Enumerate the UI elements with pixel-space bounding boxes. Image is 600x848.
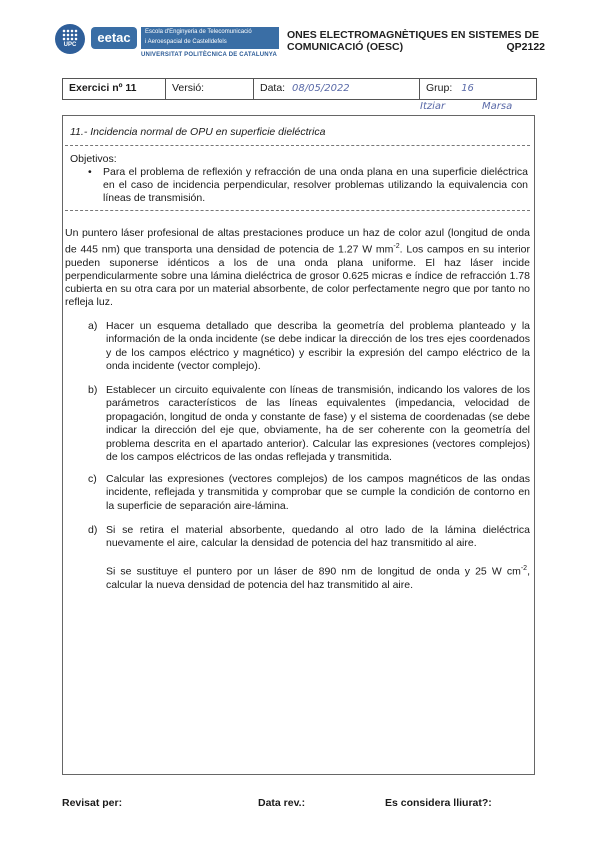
question-d: d) Si se retira el material absorbente, quedando al otro lado de la lámina dieléctrica nuevamente el aire, calcular la densidad de potencia del haz transmitido al aire. <box>88 524 530 550</box>
problem-statement: Un puntero láser profesional de altas prestaciones produce un haz de color azul (longitud de onda de 445 nm) que transporta una densidad de potencia de 1.27 W $mm^{-2}$. Los campos en su interior pueden suponerse idénticos a los de una onda plana uniforme. El haz láser incide perpendicularmente sobre una lámina dieléctrica de grosor 0.625 micras e índice de refracción 1.78 cubierta en su otra cara por un material absorbente, de color perfectamente negro que por tanto no refleja luz. <box>65 227 531 308</box>
objective-item <box>88 166 528 205</box>
page-header <box>55 24 545 66</box>
date-label: Data: <box>260 82 286 94</box>
reviewed-by-label: Revisat per: <box>62 797 123 809</box>
date-cell <box>254 79 420 99</box>
university-name: UNIVERSITAT POLITÈCNICA DE CATALUNYA <box>141 52 277 58</box>
question-d-extra: Si se sustituye el puntero por un láser de 890 nm de longitud de onda y 25 W $cm^{-2}$, calcular la nueva densidad de potencia del haz transmitido al aire. <box>106 565 530 591</box>
school-name: Escola d'Enginyeria de Telecomunicació i Aeroespacial de Castelldefels <box>141 27 279 49</box>
group-cell <box>420 79 536 99</box>
upc-logo: UPC <box>55 24 85 54</box>
exercise-number: Exercici nº 11 <box>63 79 166 99</box>
course-code: QP2122 <box>506 41 545 53</box>
course-title: ONES ELECTROMAGNÈTIQUES EN SISTEMES DE COMUNICACIÓ (OESC) <box>287 29 540 53</box>
date-value: 08/05/2022 <box>292 83 350 94</box>
version-label: Versió: <box>166 79 254 99</box>
divider <box>65 210 530 211</box>
info-table <box>62 78 537 100</box>
review-date-label: Data rev.: <box>258 797 306 809</box>
divider <box>65 145 530 146</box>
objective-text: Para el problema de reflexión y refracción de una onda plana en una superficie dieléctrica en el caso de incidencia perpendicular, resolver problemas utilizando la equivalencia con líneas de transmisión. <box>103 166 528 204</box>
eetac-logo: eetac <box>91 27 137 49</box>
group-label: Grup: <box>426 82 453 94</box>
question-c: c) Calcular las expresiones (vectores complejos) de los campos magnéticos de las ondas incidente, reflejada y transmitida y comprobar que se cumple la condición de contorno en la superficie de separación aire-lámina. <box>88 473 530 512</box>
student-name-2: Marsa <box>482 101 513 112</box>
student-name-1: Itziar <box>420 101 446 112</box>
bullet: • <box>88 166 92 178</box>
objectives-label: Objetivos: <box>70 153 117 165</box>
delivered-label: Es considera lliurat?: <box>385 797 492 809</box>
exercise-title: 11.- Incidencia normal de OPU en superficie dieléctrica <box>70 126 326 138</box>
question-a: a) Hacer un esquema detallado que describa la geometría del problema planteado y la información de la onda incidente (se debe indicar la dirección de los tres ejes coordenados y de los campos eléctrico y magnético) y escribir la expresión del campo eléctrico de la onda incidente (vector complejo). <box>88 320 530 373</box>
question-b: b) Establecer un circuito equivalente con líneas de transmisión, indicando los valores de los parámetros característicos de las líneas equivalentes (impedancia, velocidad de propagación, longitud de onda y constante de fase) y el sistema de coordenadas (se debe indicar la dirección del eje que, obviamente, ha de ser coherente con la geometría del problema descrita en el apartado anterior). Calcular las expresiones (vectores complejos) de los campos eléctricos de las ondas reflejada y transmitida. <box>88 384 530 464</box>
group-value: 16 <box>461 83 474 94</box>
